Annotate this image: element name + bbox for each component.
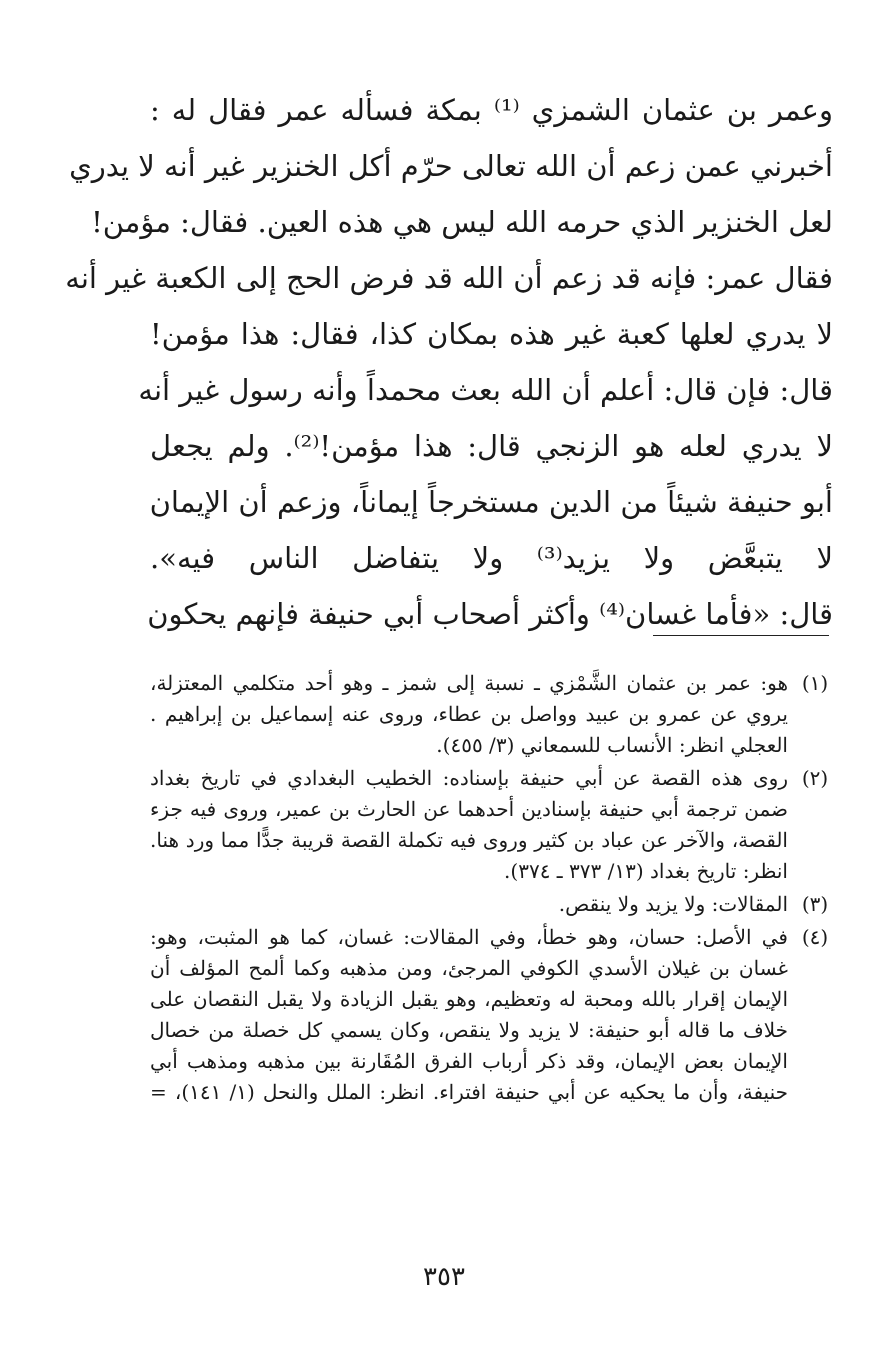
footnote-3 xyxy=(150,889,836,920)
footnote-line: المقالات: ولا يزيد ولا ينقص. xyxy=(558,892,788,916)
footnote-1 xyxy=(150,668,836,761)
main-text-line: أخبرني عمن زعم أن الله تعالى حرّم أكل الخنزير غير أنه لا يدري xyxy=(69,149,833,183)
main-text-line: قال: فإن قال: أعلم أن الله بعث محمداً وأنه رسول غير أنه xyxy=(138,373,833,407)
footnote-line: في الأصل: حسان، وهو خطأ، وفي المقالات: غسان، كما هو المثبت، وهو: xyxy=(150,925,788,949)
footnote-line: انظر: تاريخ بغداد (١٣/ ٣٧٣ ـ ٣٧٤). xyxy=(504,859,788,883)
footnote-line: ضمن ترجمة أبي حنيفة بإسنادين أحدهما عن الحارث بن عمير، وروى فيه جزء xyxy=(150,797,788,821)
footnote-text xyxy=(150,668,788,761)
footnote-line: العجلي انظر: الأنساب للسمعاني (٣/ ٤٥٥). xyxy=(436,733,788,757)
footnote-line: الإيمان إقرار بالله ومحبة له وتعظيم، وهو يقبل الزيادة ولا يقبل النقصان على xyxy=(150,987,788,1011)
footnote-number: (١) xyxy=(801,671,829,695)
footnote-text xyxy=(150,889,788,920)
footnote-line: هو: عمر بن عثمان الشَّمْزي ـ نسبة إلى شمز ـ وهو أحد متكلمي المعتزلة، xyxy=(150,671,788,695)
footnote-4 xyxy=(150,922,836,1108)
main-text-line: أبو حنيفة شيئاً من الدين مستخرجاً إيماناً، وزعم أن الإيمان xyxy=(149,485,833,519)
footnote-number: (٢) xyxy=(801,766,829,790)
footnote-line: يروي عن عمرو بن عبيد وواصل بن عطاء، وروى عنه إسماعيل بن إبراهيم . xyxy=(150,702,788,726)
footnote-separator xyxy=(653,635,829,636)
main-text-line: قال: «فأما غسان⁽⁴⁾ وأكثر أصحاب أبي حنيفة فإنهم يحكون xyxy=(147,597,833,631)
footnote-line: القصة، والآخر عن عباد بن كثير وروى فيه تكملة القصة قريبة جدًّا مما ورد هنا. xyxy=(150,828,788,852)
footnote-text xyxy=(150,763,788,887)
footnotes xyxy=(150,668,836,1110)
main-text-line: لا يدري لعلها كعبة غير هذه بمكان كذا، فقال: هذا مؤمن! xyxy=(150,317,833,351)
footnote-number: (٣) xyxy=(801,892,829,916)
main-text-line: لا يدري لعله هو الزنجي قال: هذا مؤمن!⁽²⁾. ولم يجعل xyxy=(150,429,833,463)
main-text-line: وعمر بن عثمان الشمزي ⁽¹⁾ بمكة فسأله عمر فقال له : xyxy=(150,93,833,127)
footnote-2 xyxy=(150,763,836,887)
main-text-line: فقال عمر: فإنه قد زعم أن الله قد فرض الحج إلى الكعبة غير أنه xyxy=(65,261,833,295)
footnote-number: (٤) xyxy=(801,925,829,949)
main-text xyxy=(65,82,833,642)
footnote-text xyxy=(150,922,788,1108)
main-text-line: لا يتبعَّض ولا يزيد⁽³⁾ ولا يتفاضل الناس فيه». xyxy=(150,541,833,575)
footnote-line: حنيفة، وأن ما يحكيه عن أبي حنيفة افتراء. انظر: الملل والنحل (١/ ١٤١)، = xyxy=(150,1080,788,1104)
page-number: ٣٥٣ xyxy=(423,1262,465,1292)
footnote-line: الإيمان بعض الإيمان، وقد ذكر أرباب الفرق المُقَارنة بين مذهبه ومذهب أبي xyxy=(150,1049,788,1073)
main-text-line: لعل الخنزير الذي حرمه الله ليس هي هذه العين. فقال: مؤمن! xyxy=(91,205,833,239)
footnote-line: غسان بن غيلان الأسدي الكوفي المرجئ، ومن مذهبه وكما ألمح المؤلف أن xyxy=(150,956,788,980)
footnote-line: روى هذه القصة عن أبي حنيفة بإسناده: الخطيب البغدادي في تاريخ بغداد xyxy=(150,766,788,790)
footnote-line: خلاف ما قاله أبو حنيفة: لا يزيد ولا ينقص، وكان يسمي كل خصلة من خصال xyxy=(150,1018,788,1042)
